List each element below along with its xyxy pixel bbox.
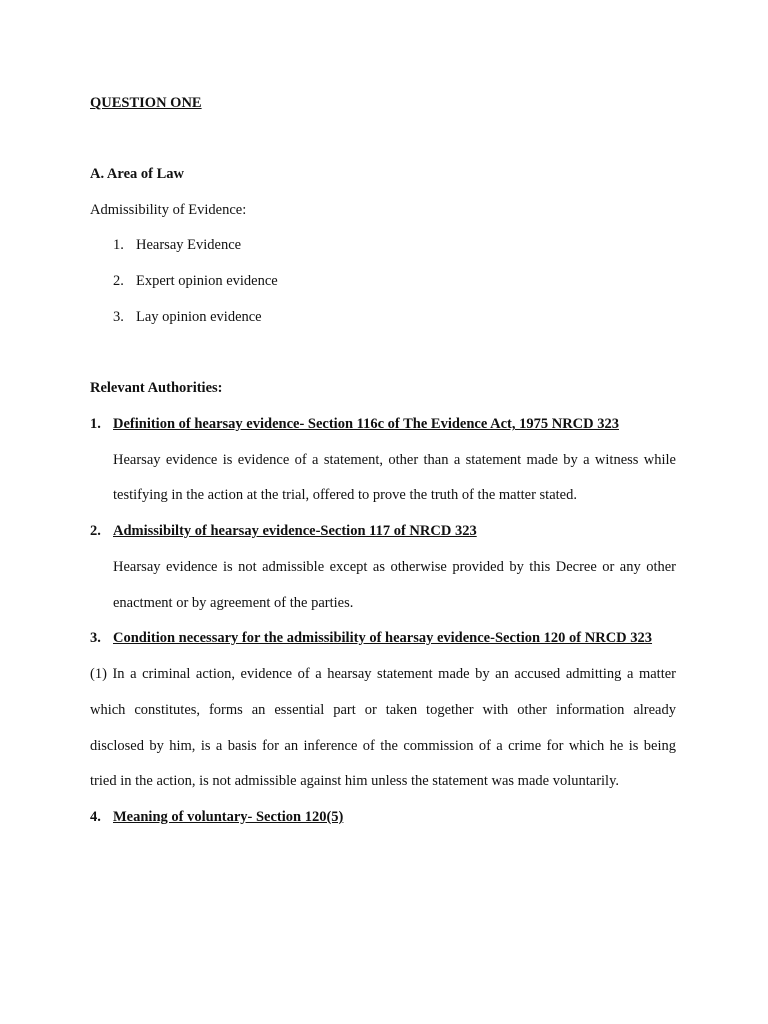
authority-text-line: tried in the action, is not admissible against him unless the statement was made voluntarily. <box>90 773 620 789</box>
authority-title: Meaning of voluntary- Section 120(5) <box>113 809 344 825</box>
authority-text-line: which constitutes, forms an essential part or taken together with other information already <box>90 702 676 718</box>
authority-text-line: (1) In a criminal action, evidence of a hearsay statement made by an accused admitting a matter <box>90 666 676 682</box>
authority-title: Condition necessary for the admissibility of hearsay evidence-Section 120 of NRCD 323 <box>113 630 653 646</box>
authority-text-line: disclosed by him, is a basis for an inference of the commission of a crime for which he is being <box>90 738 676 754</box>
authority-number: 2. <box>90 523 101 539</box>
list-item <box>113 308 262 326</box>
authority-heading <box>90 808 343 826</box>
authority-number: 1. <box>90 416 101 432</box>
section-a-intro: Admissibility of Evidence: <box>90 202 247 218</box>
authority-text-line: enactment or by agreement of the parties. <box>113 595 354 611</box>
authority-text-line: testifying in the action at the trial, offered to prove the truth of the matter stated. <box>113 487 577 503</box>
authority-number: 3. <box>90 630 101 646</box>
list-item-text: Expert opinion evidence <box>136 273 278 289</box>
authority-text-line: Hearsay evidence is evidence of a statement, other than a statement made by a witness while <box>113 452 676 468</box>
authorities-title: Relevant Authorities: <box>90 380 223 396</box>
list-item-number: 1. <box>113 237 124 253</box>
authority-heading <box>90 522 477 540</box>
document-heading: QUESTION ONE <box>90 95 202 111</box>
authority-text-line: Hearsay evidence is not admissible except as otherwise provided by this Decree or any other <box>113 559 676 575</box>
authority-heading <box>90 415 619 433</box>
authority-title: Admissibilty of hearsay evidence-Section 117 of NRCD 323 <box>113 523 477 539</box>
list-item-number: 3. <box>113 309 124 325</box>
authority-title: Definition of hearsay evidence- Section 116c of The Evidence Act, 1975 NRCD 323 <box>113 416 619 432</box>
authority-number: 4. <box>90 809 101 825</box>
list-item <box>113 236 241 254</box>
list-item-number: 2. <box>113 273 124 289</box>
section-a-title: A. Area of Law <box>90 166 184 182</box>
list-item-text: Hearsay Evidence <box>136 237 242 253</box>
list-item-text: Lay opinion evidence <box>136 309 262 325</box>
list-item <box>113 272 278 290</box>
authority-heading <box>90 629 652 647</box>
